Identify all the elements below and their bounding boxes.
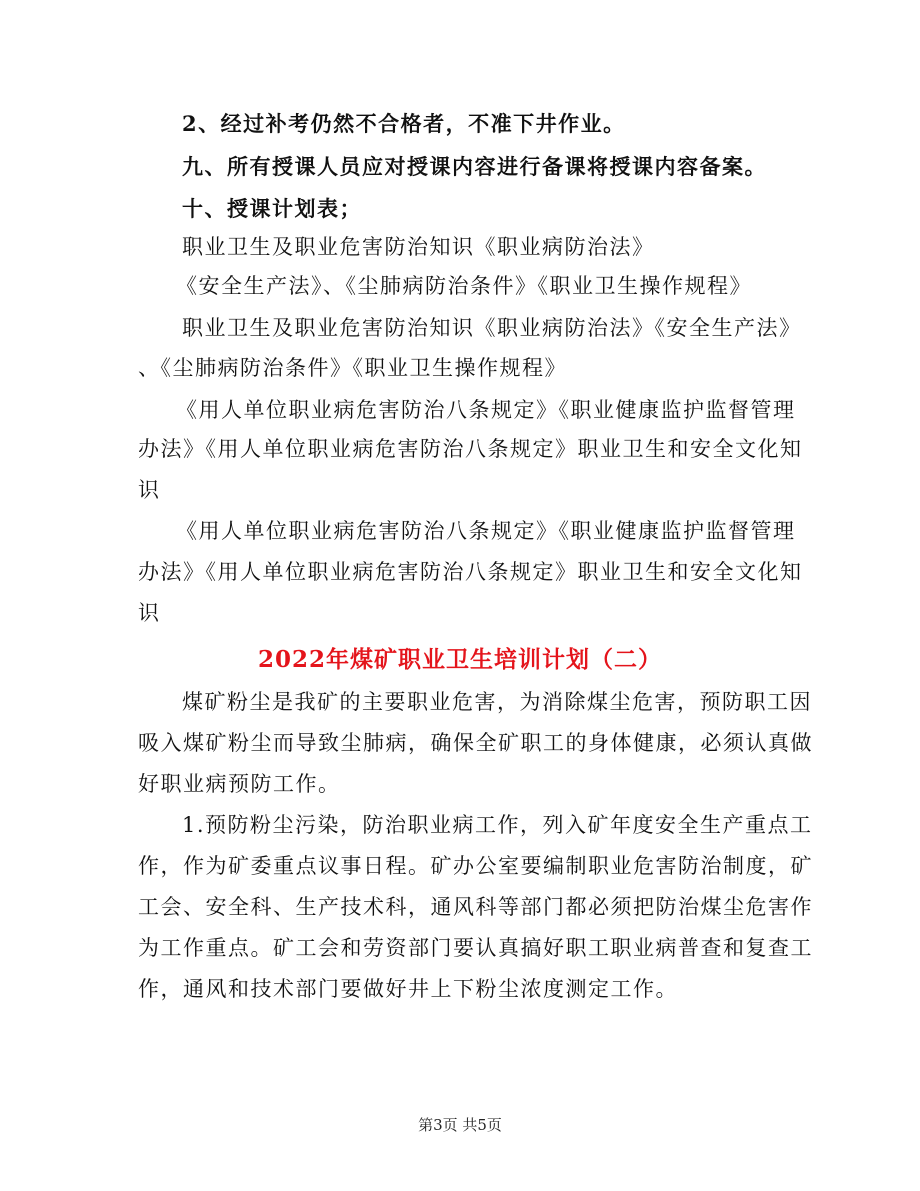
schedule-line: 职业卫生及职业危害防治知识《职业病防治法》《安全生产法》 xyxy=(182,316,802,340)
schedule-line: 识 xyxy=(138,478,161,502)
schedule-line: 办法》《用人单位职业病危害防治八条规定》职业卫生和安全文化知 xyxy=(138,437,803,461)
intro-line: 好职业病预防工作。 xyxy=(138,772,341,796)
page-number: 第3页 共5页 xyxy=(418,1116,502,1134)
point-1-line: 1.预防粉尘污染，防治职业病工作，列入矿年度安全生产重点工 xyxy=(182,813,813,837)
schedule-line: 《安全生产法》、《尘肺病防治条件》《职业卫生操作规程》 xyxy=(176,274,752,298)
intro-line: 吸入煤矿粉尘而导致尘肺病，确保全矿职工的身体健康，必须认真做 xyxy=(138,731,813,755)
schedule-line: 《用人单位职业病危害防治八条规定》《职业健康监护监督管理 xyxy=(176,519,796,543)
intro-line: 煤矿粉尘是我矿的主要职业危害，为消除煤尘危害，预防职工因 xyxy=(182,690,812,714)
schedule-line: 《用人单位职业病危害防治八条规定》《职业健康监护监督管理 xyxy=(176,398,796,422)
point-1-line: 为工作重点。矿工会和劳资部门要认真搞好职工职业病普查和复查工 xyxy=(138,936,813,960)
schedule-line: 、《尘肺病防治条件》《职业卫生操作规程》 xyxy=(138,356,567,380)
schedule-line: 职业卫生及职业危害防治知识《职业病防治法》 xyxy=(182,235,655,259)
item-2-retest-rule: 2、经过补考仍然不合格者，不准下井作业。 xyxy=(182,111,626,136)
item-9-lecture-prep: 九、所有授课人员应对授课内容进行备课将授课内容备案。 xyxy=(182,154,767,179)
point-1-line: 作，作为矿委重点议事日程。矿办公室要编制职业危害防治制度，矿 xyxy=(138,854,813,878)
section-title: 2022年煤矿职业卫生培训计划（二） xyxy=(257,646,662,673)
schedule-line: 识 xyxy=(138,601,161,625)
point-1-line: 工会、安全科、生产技术科，通风科等部门都必须把防治煤尘危害作 xyxy=(138,895,813,919)
point-1-line: 作，通风和技术部门要做好井上下粉尘浓度测定工作。 xyxy=(138,977,678,1001)
schedule-line: 办法》《用人单位职业病危害防治八条规定》职业卫生和安全文化知 xyxy=(138,560,803,584)
item-10-schedule-heading: 十、授课计划表； xyxy=(182,196,362,221)
